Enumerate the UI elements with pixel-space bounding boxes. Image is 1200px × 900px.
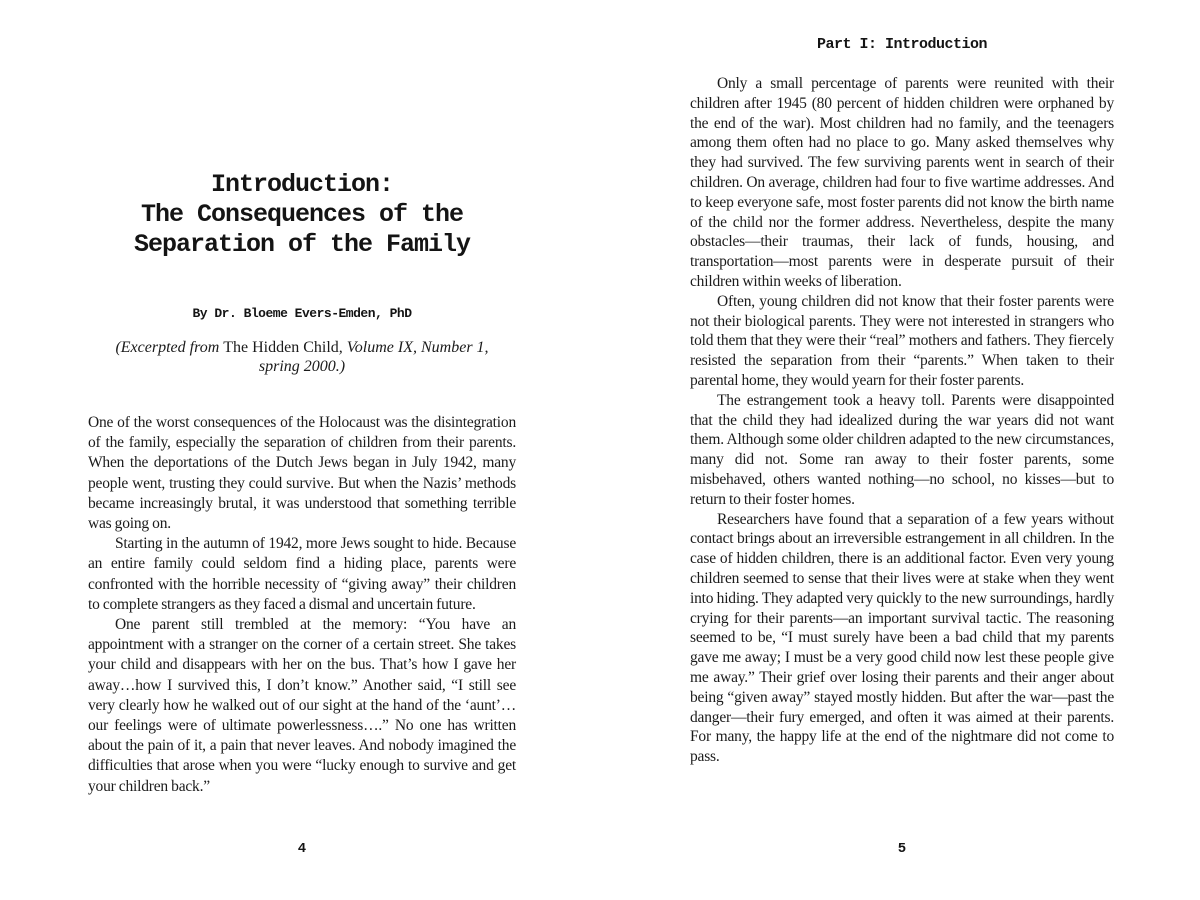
excerpt-line-2: spring 2000.) bbox=[258, 358, 346, 375]
excerpt-note bbox=[88, 338, 516, 376]
running-header: Part I: Introduction bbox=[816, 36, 988, 53]
chapter-title bbox=[88, 170, 516, 260]
chapter-title-line-1: Introduction: bbox=[210, 170, 394, 199]
excerpt-line-1 bbox=[88, 338, 516, 357]
paragraph: One of the worst consequences of the Holocaust was the disintegration of the family, especially the separation of children from their parents. When the deportations of the Dutch Jews began in July 1942, many people went, trusting they could survive. But when the Nazis’ methods became increasingly brutal, it was understood that something terrible was going on. bbox=[88, 414, 516, 533]
paragraph: The estrangement took a heavy toll. Parents were disappointed that the child they had idealized during the war years did not want them. Although some older children adapted to the new circumstances, many did not. Some ran away to their foster parents, some misbehaved, others wanted nothing—no school, no kisses—but to return to their foster homes. bbox=[690, 391, 1114, 508]
page-number-right: 5 bbox=[897, 841, 907, 857]
chapter-title-line-3: Separation of the Family bbox=[133, 230, 471, 259]
chapter-title-line-2: The Consequences of the bbox=[140, 200, 464, 229]
byline: By Dr. Bloeme Evers-Emden, PhD bbox=[192, 306, 412, 321]
paragraph: One parent still trembled at the memory: “You have an appointment with a stranger on the corner of a certain street. She takes your child and disappears with her on the bus. That’s how I gave her away…how I survived this, I don’t know.” Another said, “I still see very clearly how he walked out of our sight at the hand of the ‘aunt’…our feelings were of ultimate powerlessness….” No one has written about the pain of it, a pain that never leaves. And nobody imagined the difficulties that arose when you were “lucky enough to survive and get your children back.” bbox=[88, 616, 516, 795]
right-body-text bbox=[690, 74, 1114, 767]
paragraph: Researchers have found that a separation of a few years without contact brings about an irreversible estrangement in all children. In the case of hidden children, there is an additional factor. Even very young children seemed to sense that their lives were at stake when they went into hiding. They adapted very quickly to the new surroundings, hardly crying for their parents—an important survival tactic. The reasoning seemed to be, “I must surely have been a bad child that my parents gave me away; I must be a very good child now lest these people give me away.” Their grief over losing their parents and their anger about being “given away” stayed mostly hidden. But after the war—past the danger—their fury emerged, and often it was aimed at their parents. For many, the happy life at the end of the nightmare did not come to pass. bbox=[690, 510, 1114, 766]
left-body-text bbox=[88, 413, 516, 797]
excerpt-source-title: The Hidden Child bbox=[223, 339, 339, 356]
page-number-left: 4 bbox=[297, 841, 307, 857]
excerpt-italic-before: (Excerpted from bbox=[115, 339, 224, 356]
left-page bbox=[88, 0, 516, 900]
paragraph: Often, young children did not know that their foster parents were not their biological parents. They were not interested in strangers who told them that they were their “real” mothers and fathers. They fiercely resisted the separation from their “parents.” When taken to their parental home, they would yearn for their foster parents. bbox=[690, 292, 1114, 389]
excerpt-italic-after: , Volume IX, Number 1, bbox=[338, 339, 489, 356]
paragraph: Only a small percentage of parents were reunited with their children after 1945 (80 percent of hidden children were orphaned by the end of the war). Most children had no family, and the teenagers among them often had no place to go. Many asked themselves why they had survived. The few surviving parents went in search of their children. On average, children had four to five wartime addresses. And to keep everyone safe, most foster parents did not know the birth name of the child nor the former address. Nevertheless, despite the many obstacles—their traumas, their lack of funds, housing, and transportation—most parents were in desperate pursuit of their children within weeks of liberation. bbox=[690, 75, 1114, 290]
right-page bbox=[690, 0, 1114, 900]
paragraph: Starting in the autumn of 1942, more Jews sought to hide. Because an entire family could seldom find a hiding place, parents were confronted with the horrible necessity of “giving away” their children to complete strangers as they faced a dismal and uncertain future. bbox=[88, 535, 516, 613]
